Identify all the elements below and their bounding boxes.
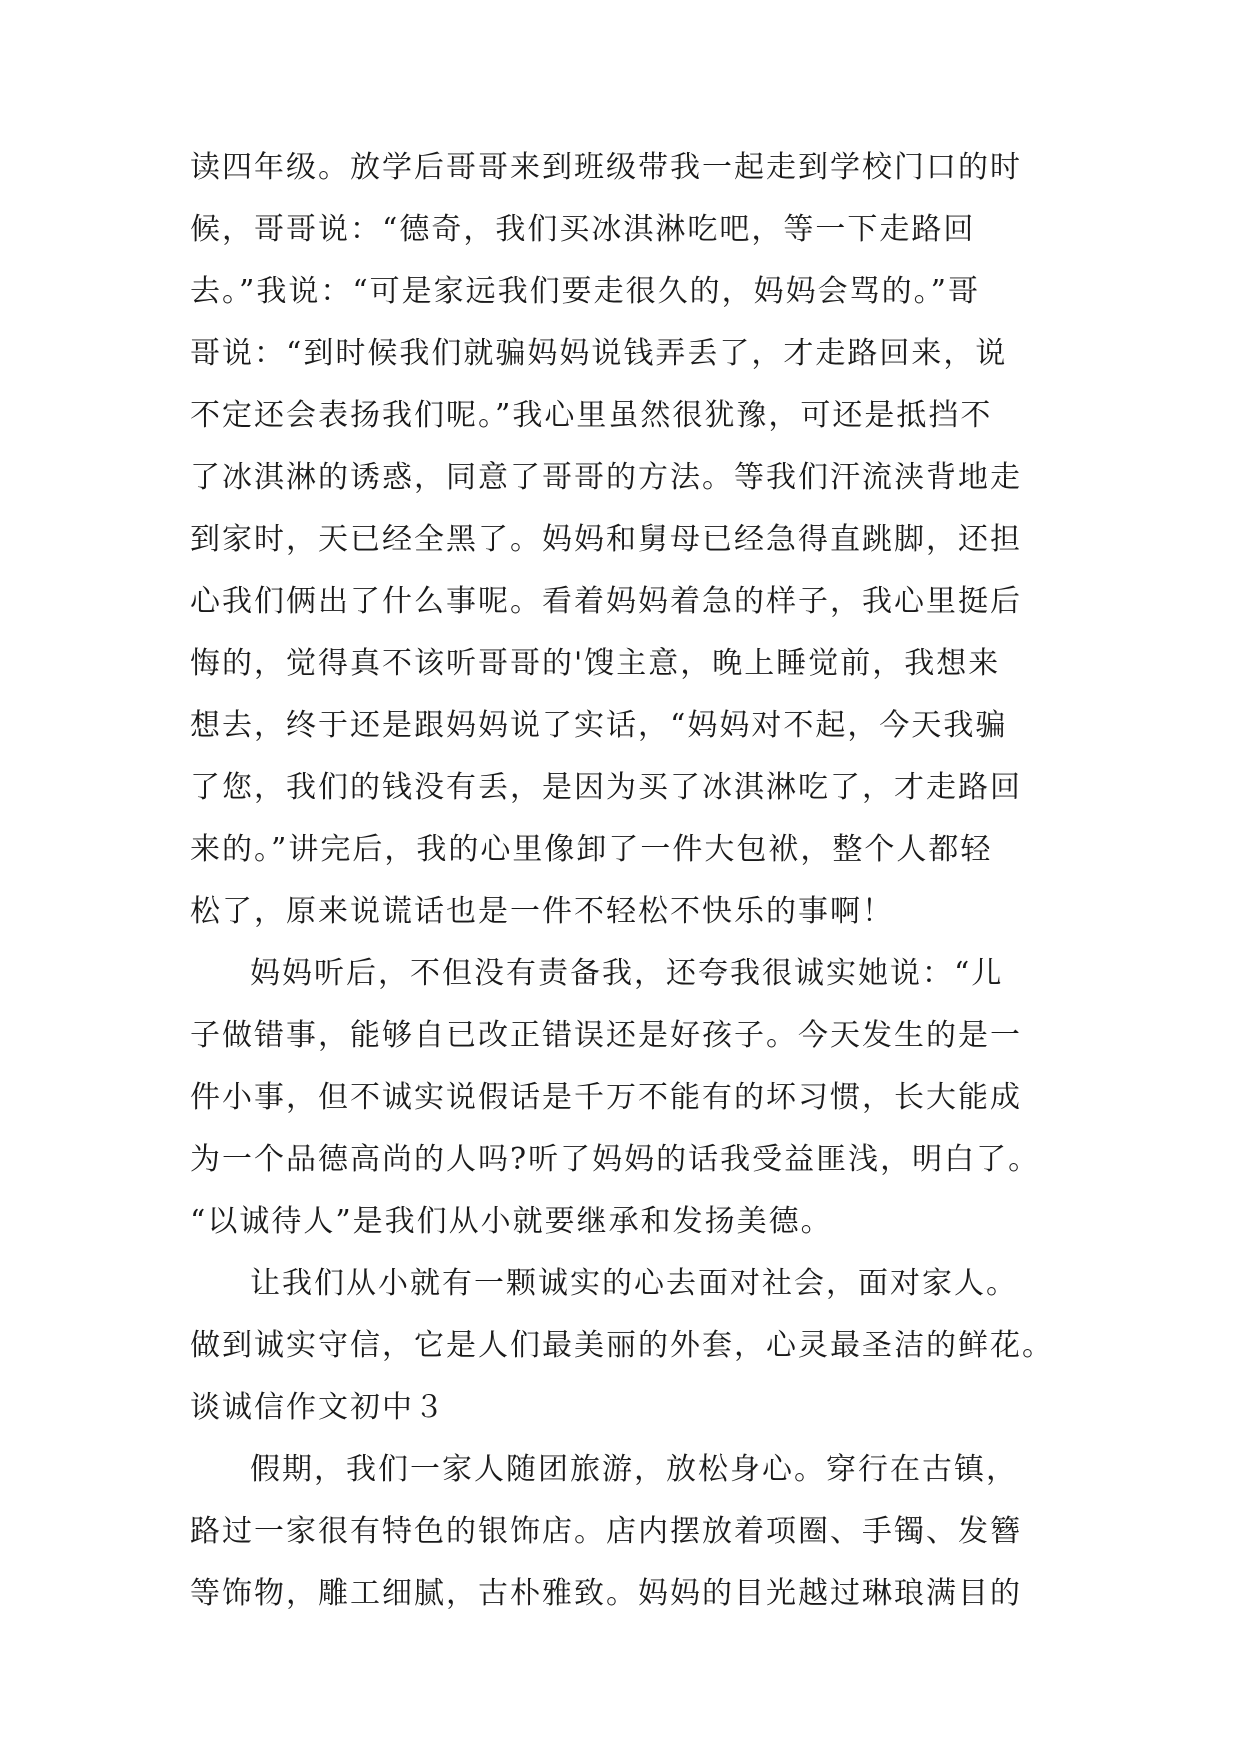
text-line: 了您，我们的钱没有丢，是因为买了冰淇淋吃了，才走路回 xyxy=(190,770,1022,805)
text-line: 哥说：“到时候我们就骗妈妈说钱弄丢了，才走路回来，说 xyxy=(190,336,1008,371)
text-line: 路过一家很有特色的银饰店。店内摆放着项圈、手镯、发簪 xyxy=(190,1514,1022,1549)
text-line: 心我们俩出了什么事呢。看着妈妈着急的样子，我心里挺后 xyxy=(190,584,1022,619)
text-line: 松了，原来说谎话也是一件不轻松不快乐的事啊！ xyxy=(190,894,894,929)
text-line: 为一个品德高尚的人吗?听了妈妈的话我受益匪浅，明白了。 xyxy=(190,1142,1041,1177)
text-line: 读四年级。放学后哥哥来到班级带我一起走到学校门口的时 xyxy=(190,150,1022,185)
text-line: 件小事，但不诚实说假话是千万不能有的坏习惯，长大能成 xyxy=(190,1080,1022,1115)
text-line: 候，哥哥说：“德奇，我们买冰淇淋吃吧，等一下走路回 xyxy=(190,212,976,247)
text-line: 了冰淇淋的诱惑，同意了哥哥的方法。等我们汗流浃背地走 xyxy=(190,460,1022,495)
section-heading: 谈诚信作文初中３ xyxy=(190,1390,446,1425)
text-line: 到家时，天已经全黑了。妈妈和舅母已经急得直跳脚，还担 xyxy=(190,522,1022,557)
text-line: 子做错事，能够自已改正错误还是好孩子。今天发生的是一 xyxy=(190,1018,1022,1053)
paragraph-start-line: 妈妈听后，不但没有责备我，还夸我很诚实她说：“儿 xyxy=(250,956,1004,991)
text-line: 想去，终于还是跟妈妈说了实话，“妈妈对不起，今天我骗 xyxy=(190,708,1008,743)
text-line: 来的。”讲完后，我的心里像卸了一件大包袱，整个人都轻 xyxy=(190,832,993,867)
paragraph-start-line: 让我们从小就有一颗诚实的心去面对社会，面对家人。 xyxy=(250,1266,1018,1301)
paragraph-start-line: 假期，我们一家人随团旅游，放松身心。穿行在古镇， xyxy=(250,1452,1018,1487)
text-line: “以诚待人”是我们从小就要继承和发扬美德。 xyxy=(190,1204,833,1239)
text-line: 去。”我说：“可是家远我们要走很久的，妈妈会骂的。”哥 xyxy=(190,274,981,309)
text-line: 悔的，觉得真不该听哥哥的'馊主意，晚上睡觉前，我想来 xyxy=(190,646,1001,681)
text-line: 等饰物，雕工细腻，古朴雅致。妈妈的目光越过琳琅满目的 xyxy=(190,1576,1022,1611)
text-line: 不定还会表扬我们呢。”我心里虽然很犹豫，可还是抵挡不 xyxy=(190,398,993,433)
text-line: 做到诚实守信，它是人们最美丽的外套，心灵最圣洁的鲜花。 xyxy=(190,1328,1054,1363)
